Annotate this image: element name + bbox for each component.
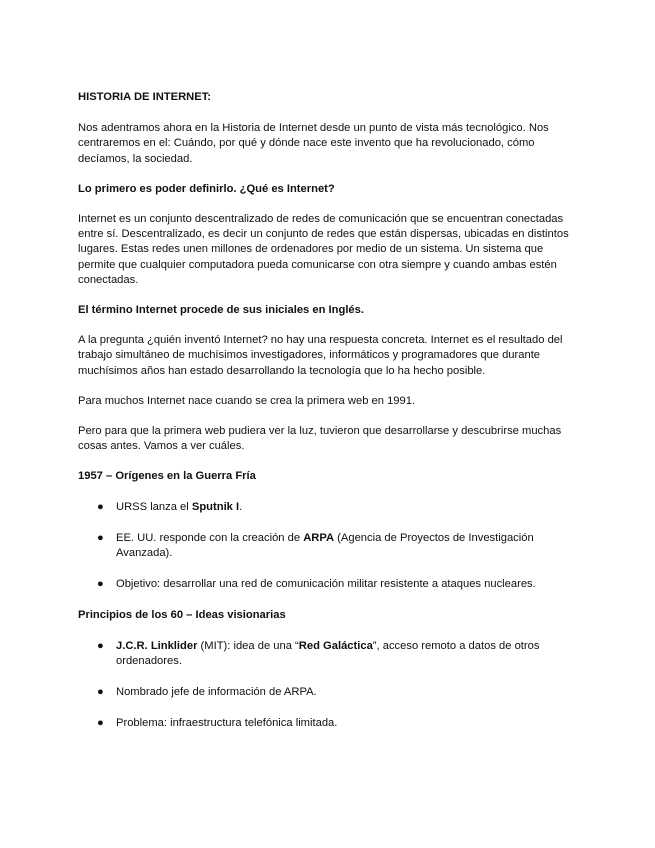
first-web-paragraph: Para muchos Internet nace cuando se crea la primera web en 1991.: [78, 394, 416, 407]
list-item-text: .: [239, 500, 243, 513]
list-item-text: (MIT): idea de una “: [197, 639, 299, 652]
before-web-paragraph: Pero para que la primera web pudiera ver la luz, tuvieron que desarrollarse y descubrirse muchas cosas antes. Vamos a ver cuáles.: [78, 425, 562, 453]
heading-1957: 1957 – Orígenes en la Guerra Fría: [78, 470, 256, 483]
list-item: [78, 716, 583, 731]
bullet-icon: ●: [97, 531, 104, 544]
list-item-bold: ARPA: [303, 531, 335, 544]
heading-60s: Principios de los 60 – Ideas visionarias: [78, 609, 286, 622]
bullet-icon: ●: [97, 500, 104, 513]
document-title: HISTORIA DE INTERNET:: [78, 91, 212, 103]
list-1957: [78, 500, 583, 593]
list-item: [78, 577, 583, 592]
heading-term: El término Internet procede de sus iniciales en Inglés.: [78, 304, 364, 317]
document-page: [78, 90, 583, 747]
heading-definition: Lo primero es poder definirlo. ¿Qué es Internet?: [78, 182, 335, 195]
who-invented-paragraph: A la pregunta ¿quién inventó Internet? no hay una respuesta concreta. Internet es el resultado del trabajo simultáneo de muchísimos investigadores, informáticos y programadores que durante muchísimos años han estado desarrollando la tecnología que lo ha hecho posible.: [78, 334, 563, 377]
intro-paragraph: Nos adentramos ahora en la Historia de Internet desde un punto de vista más tecnológico. Nos centraremos en el: Cuándo, por qué y dónde nace este invento que ha revolucionado, cómo decíamos, la sociedad.: [78, 122, 549, 165]
list-item-text: URSS lanza el: [116, 500, 192, 513]
bullet-icon: ●: [97, 639, 104, 652]
bullet-icon: ●: [97, 686, 104, 699]
list-item-bold: Red Galáctica: [298, 639, 373, 652]
list-60s: [78, 639, 583, 732]
list-item: [78, 685, 583, 700]
list-item-bold: Sputnik I: [191, 500, 240, 513]
list-item-text: Problema: infraestructura telefónica limitada.: [116, 717, 338, 730]
definition-paragraph: Internet es un conjunto descentralizado de redes de comunicación que se encuentran conectadas entre sí. Descentralizado, es decir un conjunto de redes que están dispersas, ubicadas en distintos lugares. Estas redes unen millones de ordenadores por medio de un sistema. Un sistema que permite que cualquier computadora pueda comunicarse con otra siempre y cuando ambas estén conectadas.: [78, 213, 569, 286]
list-item-text: ”, acceso remoto a datos de otros ordenadores.: [116, 639, 540, 667]
bullet-icon: ●: [97, 578, 104, 591]
list-item-text: EE. UU. responde con la creación de: [116, 531, 304, 544]
list-item: [78, 531, 583, 561]
list-item-text: Nombrado jefe de información de ARPA.: [116, 686, 317, 699]
list-item: [78, 639, 583, 669]
list-item-bold: J.C.R. Linklider: [116, 639, 198, 652]
list-item-text: Objetivo: desarrollar una red de comunicación militar resistente a ataques nucleares.: [116, 578, 536, 591]
list-item-text: (Agencia de Proyectos de Investigación Avanzada).: [116, 531, 534, 560]
list-item: [78, 500, 583, 515]
bullet-icon: ●: [97, 717, 104, 730]
